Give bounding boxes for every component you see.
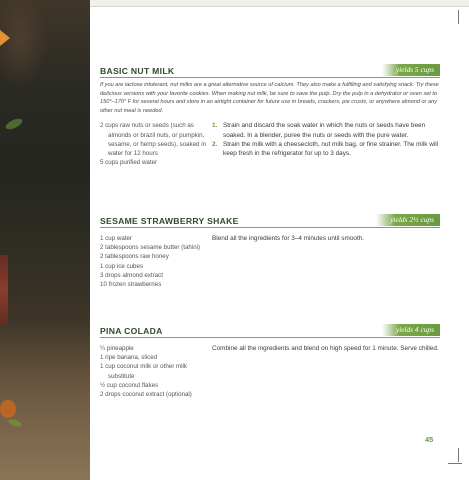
ingredient-list [100, 234, 212, 289]
ingredient-item: 2 cups raw nuts or seeds (such as almonds or brazil nuts, or pumpkin, sesame, or hemp seeds), soaked in water for 12 hours [100, 122, 207, 157]
page-number: 45 [425, 435, 434, 444]
instruction-text: Blend all the ingredients for 3–4 minutes until smooth. [212, 235, 365, 242]
ingredient-item: 10 frozen strawberries [100, 281, 162, 289]
crop-mark [458, 10, 459, 24]
recipe-sesame-strawberry-shake [100, 212, 440, 289]
recipe-basic-nut-milk [100, 62, 440, 167]
recipe-intro: If you are lactose intolerant, nut milks are a great alternative source of calcium. They also make a fulfilling and satisfying snack. Try these delicious versions with your favorite cookies. When making nut milk, be sure to save the pulp. Dry the pulp in a dehydrator or oven set to 150°–170° F for several hours and store in an airtight container for future use in breads, crackers, pie crusts, or anywhere almond or any other nut meal is needed. [100, 82, 439, 114]
recipe-body [100, 344, 440, 399]
ingredient-item: 5 cups purified water [100, 159, 158, 167]
ingredient-list [100, 121, 212, 167]
page-top-rule [90, 6, 469, 7]
recipe-body [100, 121, 440, 167]
ingredient-item: 2 tablespoons sesame butter (tahini) [100, 244, 201, 252]
step-text: Strain the milk with a cheesecloth, nut milk bag, or fine strainer. The milk will keep fresh in the refrigerator for up to 3 days. [223, 140, 439, 157]
recipe-title: BASIC NUT MILK [100, 66, 175, 76]
recipe-header [100, 212, 440, 226]
yield-badge: yields 2½ cups [376, 214, 440, 226]
ingredient-item: 3 drops almond extract [100, 271, 163, 279]
step-list [212, 121, 440, 167]
ingredient-item: ½ cup coconut flakes [100, 381, 159, 389]
ingredient-item: 1 cup water [100, 235, 132, 242]
recipe-pina-colada [100, 322, 440, 399]
ingredient-item: 1 cup coconut milk or other milk substitute [100, 363, 188, 380]
yield-badge: yields 4 cups [382, 324, 440, 336]
ingredient-item: ¼ pineapple [100, 345, 134, 352]
step-number: 1. [212, 122, 218, 130]
step-item [212, 121, 440, 139]
instruction-block [212, 234, 440, 289]
ingredient-item: 2 tablespoons raw honey [100, 253, 169, 261]
crop-mark [448, 463, 462, 464]
green-leaf-decoration [7, 418, 22, 428]
step-text: Strain and discard the soak water in which the nuts or seeds have been soaked. In a blender, puree the nuts or seeds with the pure water. [223, 122, 426, 139]
step-item [212, 140, 440, 158]
ingredient-item: 2 drops coconut extract (optional) [100, 391, 192, 399]
green-leaf-decoration [4, 117, 24, 132]
step-number: 2. [212, 140, 218, 148]
recipe-body [100, 234, 440, 289]
yield-badge: yields 5 cups [382, 64, 440, 76]
red-fruit-decoration [0, 255, 8, 325]
crop-mark [458, 448, 459, 462]
recipe-header [100, 62, 440, 76]
instruction-block [212, 344, 440, 399]
recipe-title: PINA COLADA [100, 326, 163, 336]
orange-leaf-decoration [0, 30, 10, 46]
title-rule [100, 337, 440, 338]
title-rule [100, 77, 440, 78]
instruction-text: Combine all the ingredients and blend on high speed for 1 minute. Serve chilled. [212, 345, 439, 352]
title-rule [100, 227, 440, 228]
orange-fruit-decoration [0, 400, 16, 418]
food-photo-strip [0, 0, 90, 480]
recipe-header [100, 322, 440, 336]
ingredient-item: 1 ripe banana, sliced [100, 354, 158, 362]
ingredient-list [100, 344, 212, 399]
recipe-title: SESAME STRAWBERRY SHAKE [100, 216, 239, 226]
ingredient-item: 1 cup ice cubes [100, 262, 143, 270]
